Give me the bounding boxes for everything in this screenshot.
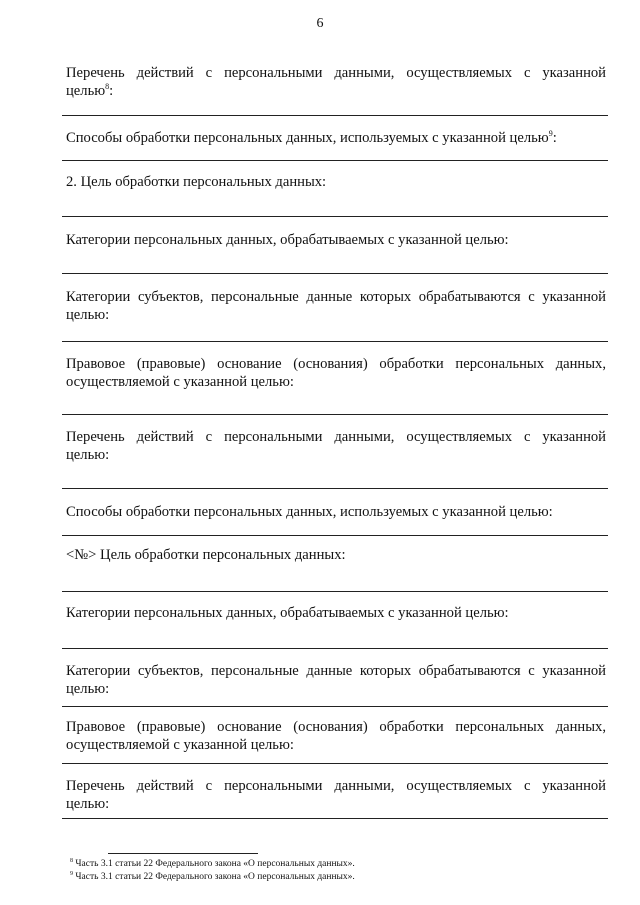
field-processing-methods	[66, 503, 606, 521]
section-purpose-n	[66, 546, 606, 564]
entry-line[interactable]	[62, 818, 608, 819]
field-legal-basis	[66, 718, 606, 754]
field-subject-categories	[66, 662, 606, 698]
field-processing-methods: Способы обработки персональных данных, используемых с указанной целью$^9$:	[66, 129, 557, 146]
entry-line[interactable]	[62, 414, 608, 415]
entry-line[interactable]	[62, 341, 608, 342]
field-label-line1: Правовое (правовые) основание (основания) обработки персональных данных,	[66, 356, 606, 372]
section-purpose-2	[66, 173, 606, 191]
footnote-mark: 9	[70, 870, 73, 877]
field-label-line1: Правовое (правовые) основание (основания) обработки персональных данных,	[66, 719, 606, 735]
field-label-line2: целью:	[66, 796, 110, 812]
field-label-line1: Категории субъектов, персональные данные которых обрабатываются с указанной	[66, 289, 606, 305]
field-legal-basis	[66, 355, 606, 391]
field-label-line2: целью	[66, 83, 106, 99]
section-title: <№> Цель обработки персональных данных:	[66, 547, 346, 563]
field-label: Категории персональных данных, обрабатываемых с указанной целью:	[66, 232, 509, 248]
field-label-line2: осуществляемой с указанной целью:	[66, 374, 294, 390]
footnote-9	[70, 872, 355, 883]
entry-line[interactable]	[62, 648, 608, 649]
field-actions-list	[66, 777, 606, 813]
field-label-line2: целью:	[66, 307, 110, 323]
footnote-text: Часть 3.1 статьи 22 Федерального закона «О персональных данных».	[73, 872, 355, 882]
field-label-line1: Перечень действий с персональными данными, осуществляемых с указанной	[66, 65, 606, 81]
footnote-ref: 8	[105, 82, 110, 92]
entry-line[interactable]	[62, 535, 608, 536]
field-label: Способы обработки персональных данных, используемых с указанной целью	[66, 130, 549, 146]
footnote-8	[70, 859, 355, 870]
entry-line[interactable]	[62, 216, 608, 217]
entry-line[interactable]	[62, 273, 608, 274]
footnote-text: Часть 3.1 статьи 22 Федерального закона «О персональных данных».	[73, 859, 355, 869]
field-label-line1: Перечень действий с персональными данными, осуществляемых с указанной	[66, 429, 606, 445]
field-data-categories	[66, 231, 606, 249]
field-label-line2: осуществляемой с указанной целью:	[66, 737, 294, 753]
page-number: 6	[316, 16, 324, 31]
section-title: 2. Цель обработки персональных данных:	[66, 174, 327, 190]
field-label: Способы обработки персональных данных, используемых с указанной целью:	[66, 504, 553, 520]
entry-line[interactable]	[62, 763, 608, 764]
field-data-categories	[66, 604, 606, 622]
entry-line[interactable]	[62, 160, 608, 161]
entry-line[interactable]	[62, 488, 608, 489]
entry-line[interactable]	[62, 706, 608, 707]
field-label: Категории персональных данных, обрабатываемых с указанной целью:	[66, 605, 509, 621]
footnote-mark: 8	[70, 857, 73, 864]
footnote-ref: 9	[548, 129, 553, 139]
footnote-separator	[108, 853, 258, 854]
field-subject-categories	[66, 288, 606, 324]
field-label-line2: целью:	[66, 447, 110, 463]
field-actions-list	[66, 428, 606, 464]
entry-line[interactable]	[62, 591, 608, 592]
field-actions-list: Перечень действий с персональными данными, осуществляемых с указанной целью$^8$:	[66, 65, 606, 99]
field-label-line2: целью:	[66, 681, 110, 697]
field-label-line1: Категории субъектов, персональные данные которых обрабатываются с указанной	[66, 663, 606, 679]
entry-line[interactable]	[62, 115, 608, 116]
field-label-line1: Перечень действий с персональными данными, осуществляемых с указанной	[66, 778, 606, 794]
